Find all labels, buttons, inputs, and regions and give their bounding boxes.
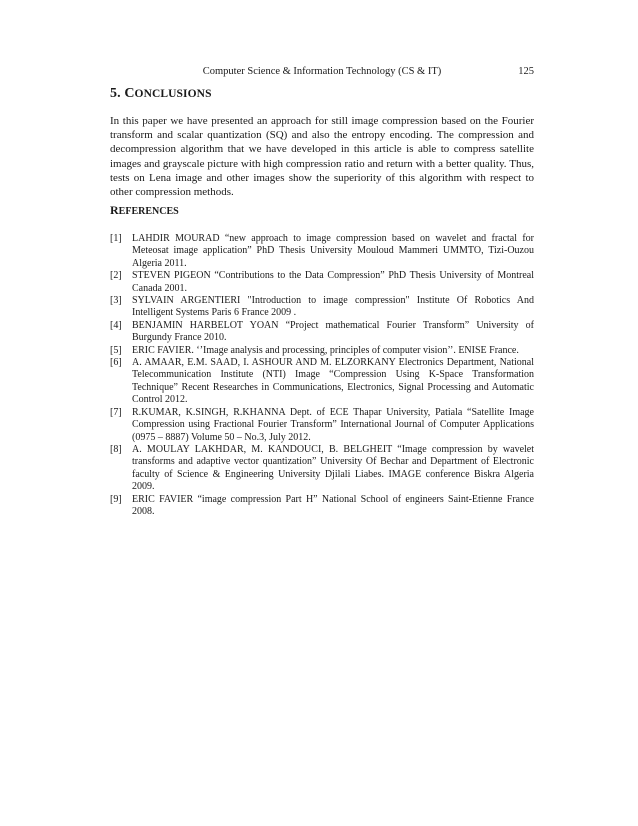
reference-text: BENJAMIN HARBELOT YOAN “Project mathematical Fourier Transform” University of Burgundy France 2010. — [132, 319, 534, 344]
reference-item-5 — [110, 345, 534, 357]
references-heading — [110, 202, 179, 220]
references-heading-initial: R — [110, 203, 119, 217]
reference-item-7 — [110, 407, 534, 444]
reference-number: [7] — [110, 406, 122, 418]
reference-number: [5] — [110, 344, 122, 356]
reference-item-9 — [110, 494, 534, 519]
references-heading-rest: EFERENCES — [118, 206, 179, 217]
section-title-initial: C — [124, 86, 135, 101]
reference-text: ERIC FAVIER. ‘’Image analysis and processing, principles of computer vision’’. ENISE France. — [132, 344, 519, 356]
conclusions-paragraph: In this paper we have presented an approach for still image compression based on the Fourier transform and scalar quantization (SQ) and also the entropy encoding. The compression and decompression algorithm that we have developed in this article is able to compress satellite images and grayscale picture with high compression ratio and return with a better quality. Thus, tests on Lena image and other images show the superiority of this algorithm with respect to other compression methods. — [110, 115, 534, 199]
section-number: 5. — [110, 86, 121, 101]
reference-list — [110, 233, 534, 518]
reference-number: [1] — [110, 233, 122, 244]
section-title-rest: ONCLUSIONS — [134, 88, 212, 100]
reference-number: [6] — [110, 357, 122, 369]
reference-item-1 — [110, 233, 534, 270]
running-header — [110, 65, 534, 79]
reference-text: SYLVAIN ARGENTIERI "Introduction to image compression" Institute Of Robotics And Intelligent Systems Paris 6 France 2009 . — [132, 295, 534, 319]
page-number: 125 — [518, 66, 534, 77]
reference-item-4 — [110, 320, 534, 345]
reference-number: [8] — [110, 443, 122, 455]
reference-text: R.KUMAR, K.SINGH, R.KHANNA Dept. of ECE Thapar University, Patiala “Satellite Image Compression using Fractional Fourier Transform” International Journal of Computer Applications (0975 – 8887) Volume 50 – No.3, July 2012. — [132, 406, 534, 443]
reference-number: [4] — [110, 319, 122, 331]
reference-text: ERIC FAVIER “image compression Part H” National School of engineers Saint-Etienne France 2008. — [132, 493, 534, 517]
reference-item-6 — [110, 357, 534, 407]
reference-text: STEVEN PIGEON “Contributions to the Data Compression” PhD Thesis University of Montreal Canada 2001. — [132, 270, 534, 294]
conclusions-heading — [110, 85, 212, 103]
reference-number: [2] — [110, 270, 122, 282]
journal-title: Computer Science & Information Technology (CS & IT) — [202, 66, 442, 77]
reference-item-8 — [110, 444, 534, 494]
reference-text: A. MOULAY LAKHDAR, M. KANDOUCI, B. BELGHEIT “Image compression by wavelet transforms and adaptive vector quantization” University Of Bechar and Department of Electronic faculty of Science & Engineering University Djilali Liabes. IMAGE conference Biskra Algeria 2009. — [132, 443, 534, 493]
reference-text: LAHDIR MOURAD “new approach to image compression based on wavelet and fractal for Meteosat image application” PhD Thesis University Mouloud Mammeri UMMTO, Tizi-Ouzou Algeria 2011. — [132, 233, 534, 269]
reference-item-2 — [110, 270, 534, 295]
reference-number: [3] — [110, 295, 122, 307]
reference-text: A. AMAAR, E.M. SAAD, I. ASHOUR AND M. ELZORKANY Electronics Department, National Telecommunication Institute (NTI) Image “Compression Using K-Space Transformation Technique” Recent Researches in Communications, Electronics, Signal Processing and Automatic Control 2012. — [132, 357, 534, 406]
reference-item-3 — [110, 295, 534, 320]
reference-number: [9] — [110, 493, 122, 505]
